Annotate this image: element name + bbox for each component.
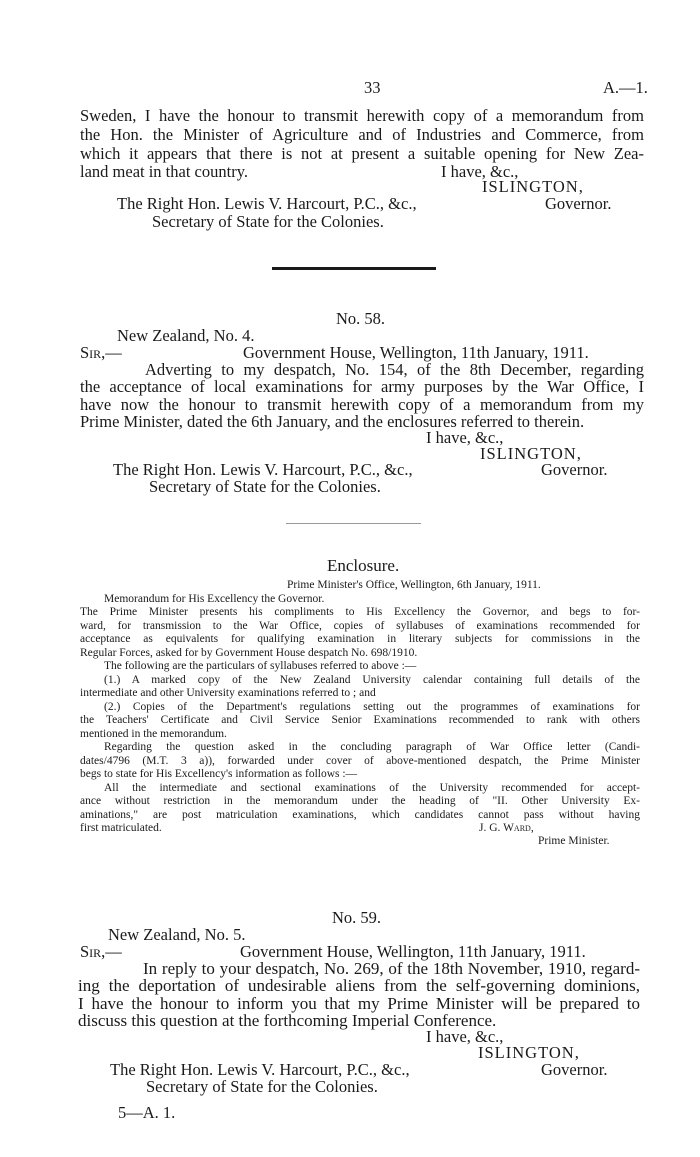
enclosure-line: Regarding the question asked in the concluding paragraph of War Office letter (Candi-: [104, 741, 640, 753]
printer-signature: 5—A. 1.: [118, 1103, 176, 1122]
body-line: discuss this question at the forthcoming Imperial Conference.: [78, 1011, 497, 1030]
addressee: The Right Hon. Lewis V. Harcourt, P.C., &c.,: [110, 1060, 410, 1079]
signatory-role: Governor.: [545, 194, 612, 213]
body-line: land meat in that country.: [80, 162, 249, 181]
despatch-number: No. 59.: [332, 908, 382, 927]
salutation: Sir,—: [80, 942, 122, 961]
enclosure-line: Regular Forces, asked for by Government House despatch No. 698/1910.: [80, 647, 418, 659]
despatch-number: No. 58.: [336, 309, 386, 328]
page-number: 33: [364, 78, 381, 97]
salutation: Sir,—: [80, 343, 122, 362]
closing-i-have: I have, &c.,: [426, 428, 504, 447]
signatory-role: Governor.: [541, 1060, 608, 1079]
enclosure-line: acceptance as equivalents for qualifying examination in literary subjects for commissions in the: [80, 633, 640, 645]
body-line: have now the honour to transmit herewith copy of a memorandum from my: [80, 395, 644, 414]
enclosure-line: the Teachers' Certificate and Civil Service Senior Examinations recommended to rank with others: [80, 714, 640, 726]
closing-i-have: I have, &c.,: [441, 162, 519, 181]
body-line: ing the deportation of undesirable aliens from the self-governing dominions,: [78, 976, 640, 995]
signatory: ISLINGTON,: [478, 1043, 580, 1062]
enclosure-line: (1.) A marked copy of the New Zealand University calendar containing full details of the: [104, 674, 640, 686]
body-line: the acceptance of local examinations for army purposes by the War Office, I: [80, 377, 644, 396]
enclosure-line: (2.) Copies of the Department's regulations setting out the programmes of examinations for: [104, 701, 640, 713]
section-divider: [286, 523, 421, 524]
dateline: Government House, Wellington, 11th January, 1911.: [240, 942, 586, 961]
body-line: the Hon. the Minister of Agriculture and of Industries and Commerce, from: [80, 125, 644, 144]
addressee-office: Secretary of State for the Colonies.: [146, 1077, 378, 1096]
enclosure-line: intermediate and other University examinations referred to ; and: [80, 687, 376, 699]
enclosure-line: All the intermediate and sectional examinations of the University recommended for accept-: [104, 782, 640, 794]
dateline: Government House, Wellington, 11th January, 1911.: [243, 343, 589, 362]
enclosure-line: The following are the particulars of syllabuses referred to above :—: [104, 660, 417, 672]
enclosure-line: dates/4796 (M.T. 3 a)), forwarded under cover of above-mentioned despatch, the Prime Minister: [80, 755, 640, 767]
despatch-series: New Zealand, No. 4.: [117, 326, 255, 345]
addressee: The Right Hon. Lewis V. Harcourt, P.C., &c.,: [117, 194, 417, 213]
enclosure-office-line: Prime Minister's Office, Wellington, 6th January, 1911.: [287, 579, 541, 591]
document-reference: A.—1.: [603, 78, 648, 97]
signatory: ISLINGTON,: [482, 177, 584, 196]
signatory: ISLINGTON,: [480, 444, 582, 463]
section-divider: [272, 267, 436, 270]
enclosure-signatory-title: Prime Minister.: [538, 835, 610, 847]
body-line: Adverting to my despatch, No. 154, of the 8th December, regarding: [145, 360, 644, 379]
enclosure-line: The Prime Minister presents his compliments to His Excellency the Governor, and begs to for-: [80, 606, 640, 618]
despatch-series: New Zealand, No. 5.: [108, 925, 246, 944]
body-line: Prime Minister, dated the 6th January, and the enclosures referred to therein.: [80, 412, 585, 431]
enclosure-signatory: J. G. Ward,: [479, 822, 534, 834]
body-line: In reply to your despatch, No. 269, of the 18th November, 1910, regard-: [143, 959, 640, 978]
enclosure-heading: Enclosure.: [327, 556, 400, 575]
memo-addressee: Memorandum for His Excellency the Governor.: [104, 593, 325, 605]
addressee: The Right Hon. Lewis V. Harcourt, P.C., &c.,: [113, 460, 413, 479]
body-line: Sweden, I have the honour to transmit herewith copy of a memorandum from: [80, 106, 644, 125]
body-line: which it appears that there is not at present a suitable opening for New Zea-: [80, 144, 644, 163]
body-line: I have the honour to inform you that my Prime Minister will be prepared to: [78, 994, 640, 1013]
addressee-office: Secretary of State for the Colonies.: [149, 477, 381, 496]
signatory-role: Governor.: [541, 460, 608, 479]
enclosure-line: ward, for transmission to the War Office, copies of syllabuses of examinations recommended for: [80, 620, 640, 632]
addressee-office: Secretary of State for the Colonies.: [152, 212, 384, 231]
enclosure-line: aminations," are post matriculation examinations, which candidates cannot pass without having: [80, 809, 640, 821]
enclosure-line: first matriculated.: [80, 822, 162, 834]
enclosure-line: begs to state for His Excellency's information as follows :—: [80, 768, 358, 780]
closing-i-have: I have, &c.,: [426, 1027, 504, 1046]
enclosure-line: mentioned in the memorandum.: [80, 728, 227, 740]
enclosure-line: ance without restriction in the memorandum under the heading of "II. Other University Ex-: [80, 795, 640, 807]
